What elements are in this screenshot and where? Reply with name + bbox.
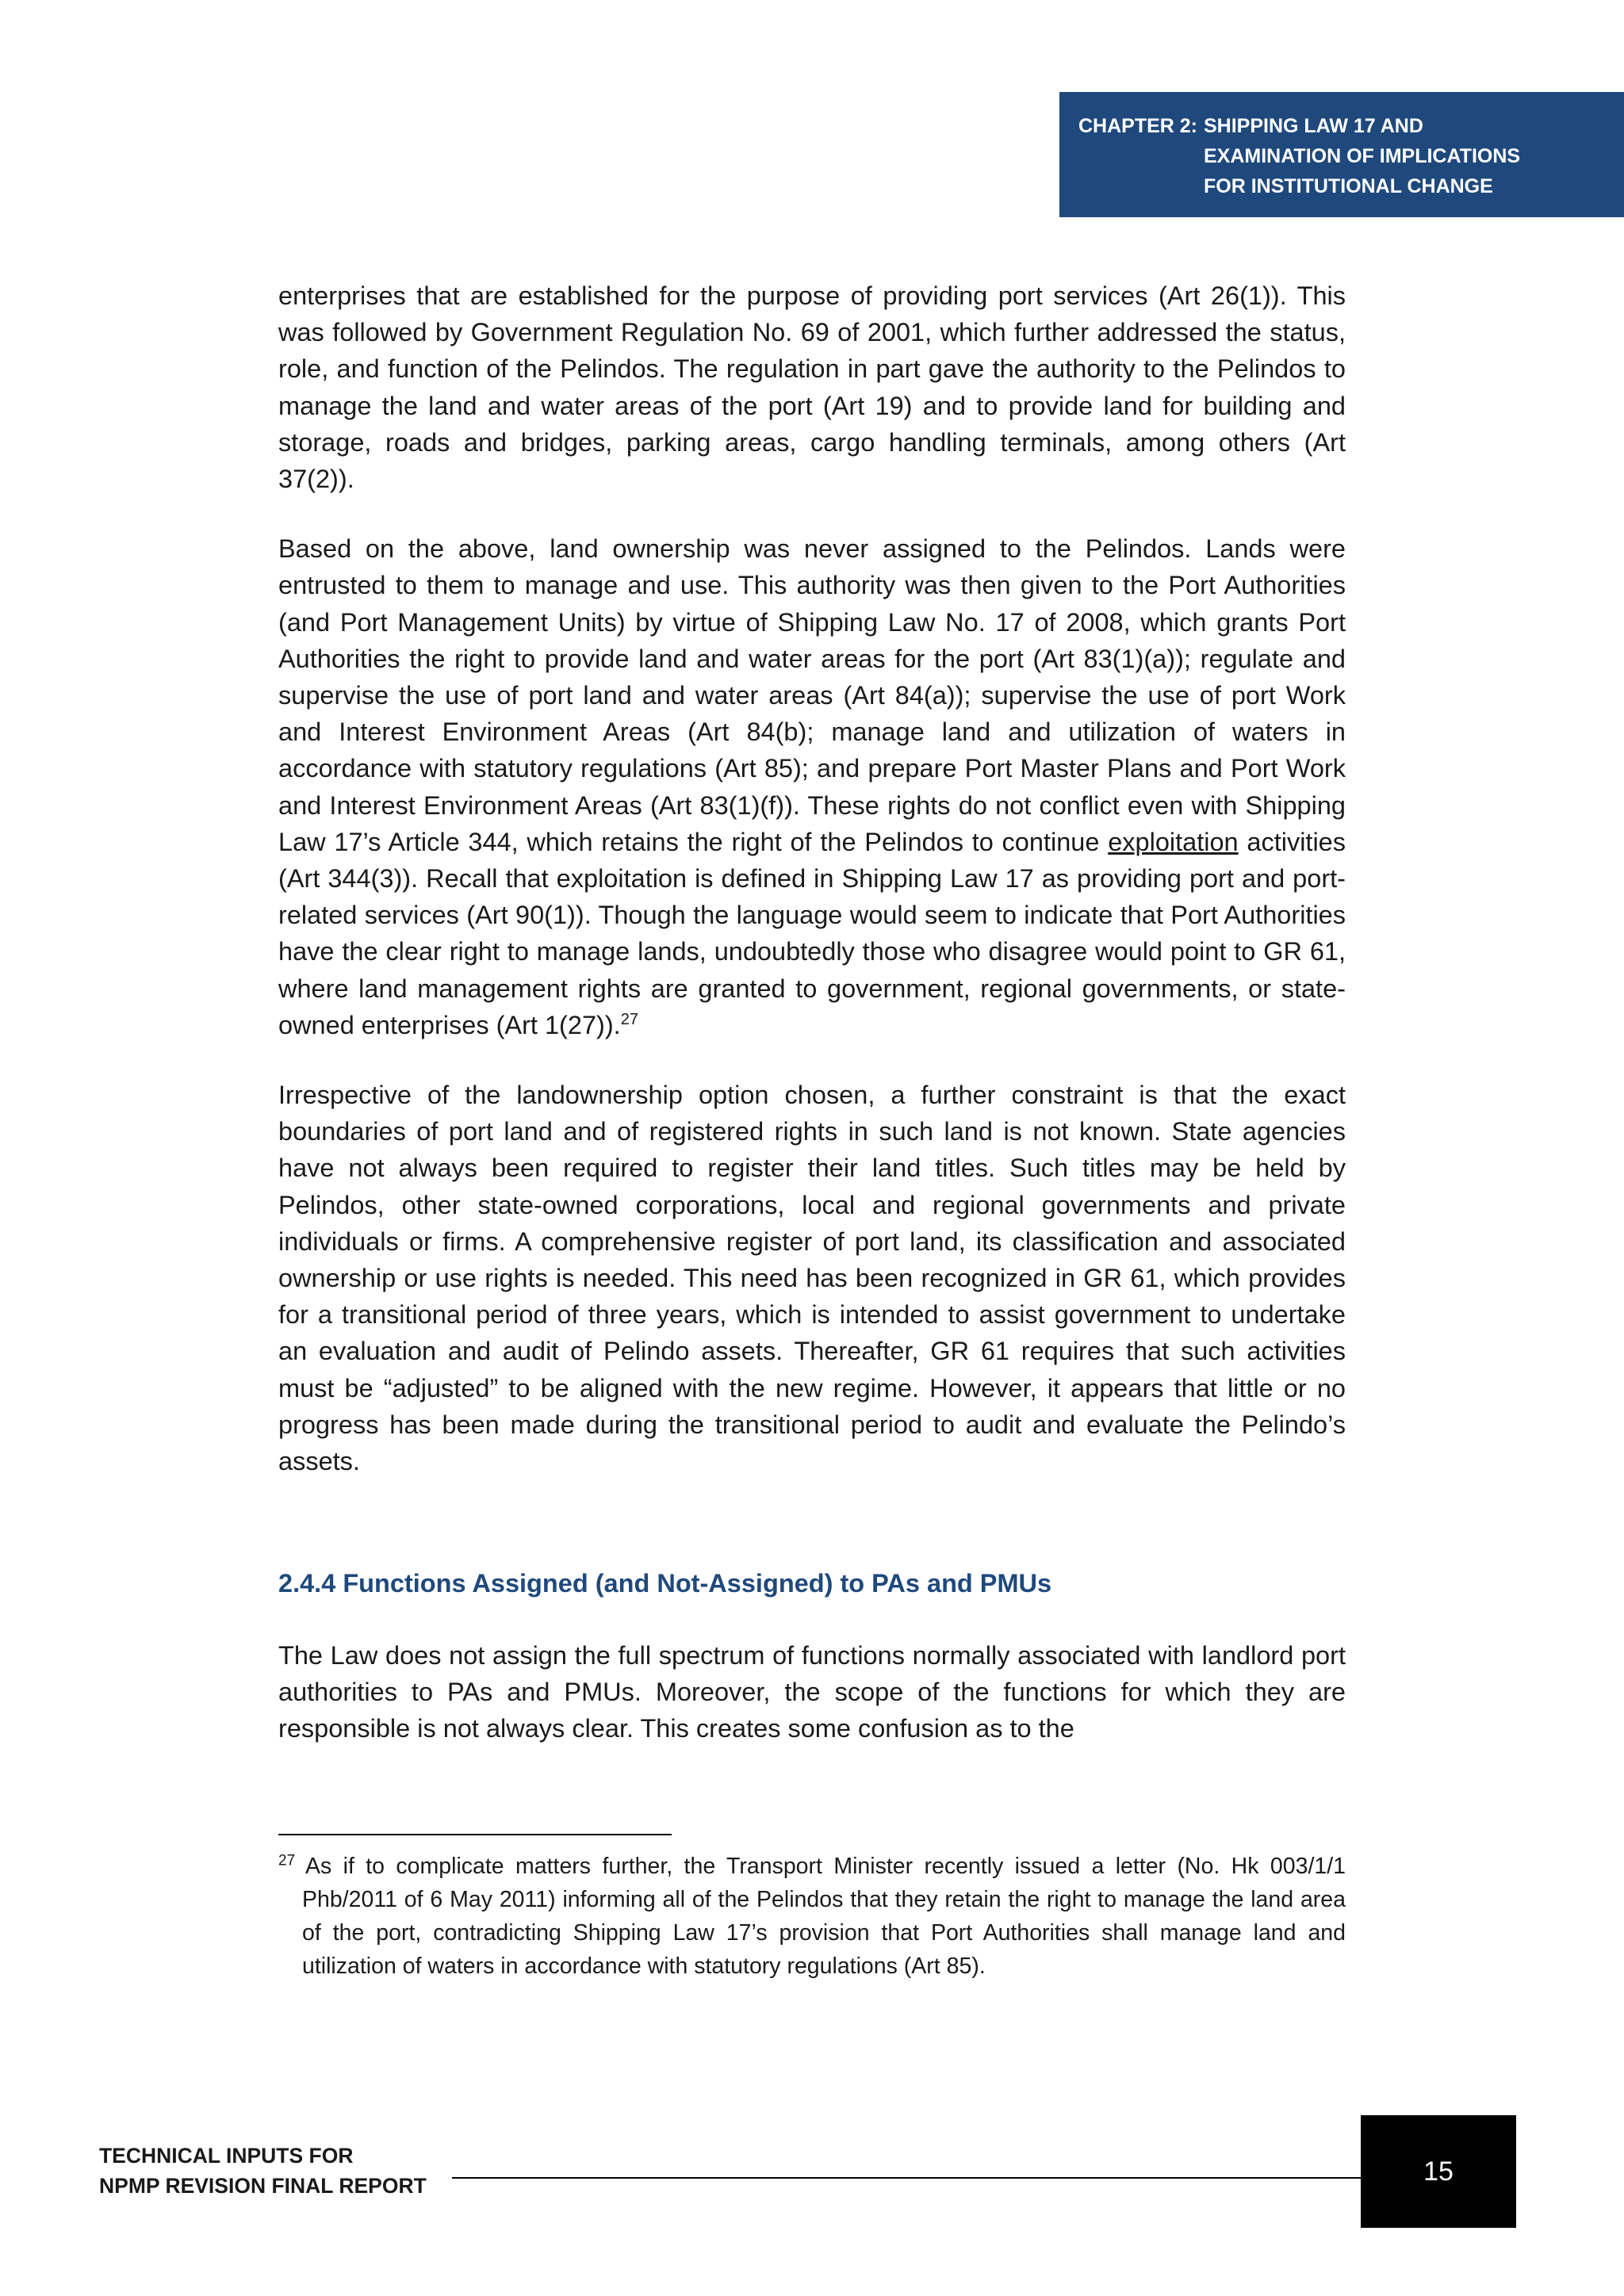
footnote-reference-27[interactable]: 27 <box>620 1011 638 1029</box>
footer-line2: NPMP REVISION FINAL REPORT <box>99 2174 427 2198</box>
footer-divider <box>452 2177 1361 2179</box>
chapter-title-line1: SHIPPING LAW 17 AND <box>1204 115 1423 137</box>
footer-line1: TECHNICAL INPUTS FOR <box>99 2144 354 2168</box>
paragraph-4: The Law does not assign the full spectrum of functions normally associated with landlord port authorities to PAs and PMUs. Moreover, the scope of the functions for which they are responsible is not always clear. This creates some confusion as to the <box>278 1640 1346 1743</box>
paragraph-3: Irrespective of the landownership option chosen, a further constraint is that the exact boundaries of port land and of registered rights in such land is not known. State agencies have not always been required to register their land titles. Such titles may be held by Pelindos, other state-owned corporations, local and regional governments and private individuals or firms. A comprehensive register of port land, its classification and associated ownership or use rights is needed. This need has been recognized in GR 61, which provides for a transitional period of three years, which is intended to assist government to undertake an evaluation and audit of Pelindo assets. Thereafter, GR 61 requires that such activities must be “adjusted” to be aligned with the new regime. However, it appears that little or no progress has been made during the transitional period to audit and evaluate the Pelindo’s assets. <box>278 1081 1346 1476</box>
paragraph-2 <box>278 530 1346 1043</box>
chapter-prefix: CHAPTER 2: <box>1078 115 1198 137</box>
paragraph-2-part-b: activities (Art 344(3)). Recall that exploitation is defined in Shipping Law 17 as providing port and port-related services (Art 90(1)). Though the language would seem to indicate that Port Authorities have the clear right to manage lands, undoubtedly those who disagree would point to GR 61, where land management rights are granted to government, regional governments, or state-owned enterprises (Art 1(27)). <box>278 827 1346 1039</box>
footnote-27 <box>278 1850 1346 1983</box>
paragraph-2-part-a: Based on the above, land ownership was never assigned to the Pelindos. Lands were entrusted to them to manage and use. This authority was then given to the Port Authorities (and Port Management Units) by virtue of Shipping Law No. 17 of 2008, which grants Port Authorities the right to provide land and water areas for the port (Art 83(1)(a)); regulate and supervise the use of port land and water areas (Art 84(a)); supervise the use of port Work and Interest Environment Areas (Art 84(b); manage land and utilization of waters in accordance with statutory regulations (Art 85); and prepare Port Master Plans and Port Work and Interest Environment Areas (Art 83(1)(f)). These rights do not conflict even with Shipping Law 17’s Article 344, which retains the right of the Pelindos to continue <box>278 534 1346 856</box>
page-number-box <box>1361 2115 1516 2228</box>
main-body <box>278 277 1346 1780</box>
footnote-number: 27 <box>278 1852 296 1869</box>
footnote-separator <box>278 1834 672 1835</box>
section-heading-2-4-4: 2.4.4 Functions Assigned (and Not-Assigned) to PAs and PMUs <box>278 1569 1052 1598</box>
chapter-title-line3: FOR INSTITUTIONAL CHANGE <box>1204 175 1493 197</box>
page-number: 15 <box>1423 2156 1454 2187</box>
chapter-header-box <box>1059 92 1624 217</box>
chapter-title-line2: EXAMINATION OF IMPLICATIONS <box>1204 145 1521 167</box>
footnote-text: As if to complicate matters further, the Transport Minister recently issued a letter (No. Hk 003/1/1 Phb/2011 of 6 May 2011) informing all of the Pelindos that they retain the right to manage the land area of the port, contradicting Shipping Law 17’s provision that Port Authorities shall manage land and utilization of waters in accordance with statutory regulations (Art 85). <box>302 1854 1346 1979</box>
footer-report-title <box>99 2141 427 2201</box>
exploitation-underlined-term: exploitation <box>1108 827 1239 856</box>
paragraph-1: enterprises that are established for the purpose of providing port services (Art 26(1)). This was followed by Government Regulation No. 69 of 2001, which further addressed the status, role, and function of the Pelindos. The regulation in part gave the authority to the Pelindos to manage the land and water areas of the port (Art 19) and to provide land for building and storage, roads and bridges, parking areas, cargo handling terminals, among others (Art 37(2)). <box>278 281 1346 494</box>
